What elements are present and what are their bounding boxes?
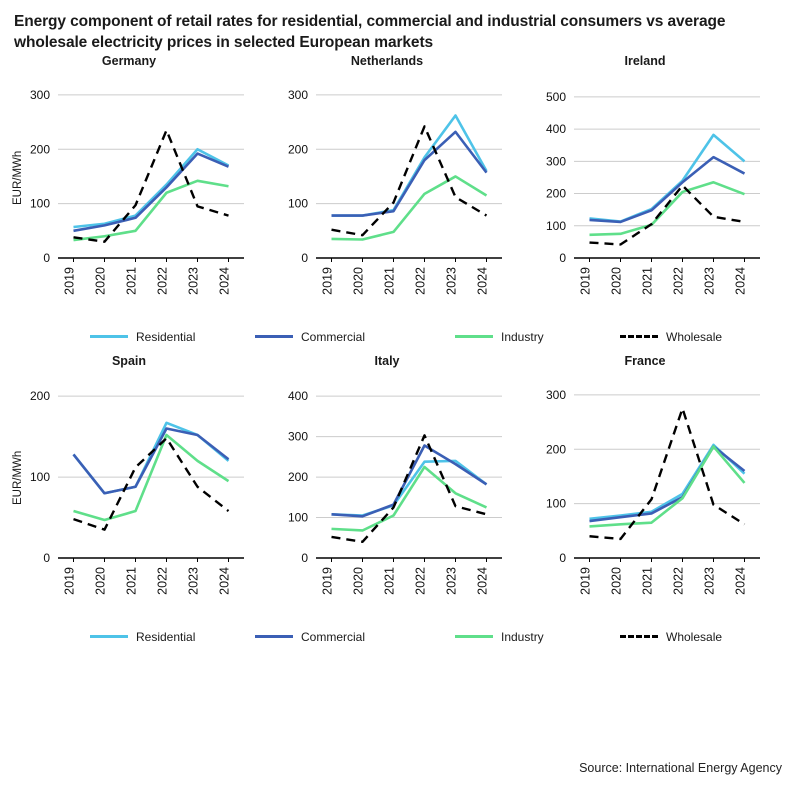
svg-text:2020: 2020 bbox=[609, 266, 624, 295]
chart-title: Italy bbox=[374, 353, 400, 368]
series-line-commercial bbox=[74, 428, 229, 493]
svg-text:2024: 2024 bbox=[217, 566, 232, 595]
chart-title: Ireland bbox=[624, 53, 666, 68]
svg-text:200: 200 bbox=[29, 142, 50, 157]
svg-text:200: 200 bbox=[545, 186, 566, 201]
svg-text:2019: 2019 bbox=[62, 566, 77, 595]
svg-text:2024: 2024 bbox=[475, 266, 490, 295]
series-line-industry bbox=[590, 182, 745, 235]
svg-text:2019: 2019 bbox=[320, 266, 335, 295]
legend-swatch-residential bbox=[90, 635, 128, 638]
legend-swatch-wholesale bbox=[620, 635, 658, 638]
svg-text:2021: 2021 bbox=[382, 266, 397, 295]
chart-plot bbox=[258, 370, 516, 620]
legend-bottom bbox=[0, 620, 800, 654]
legend-swatch-residential bbox=[90, 335, 128, 338]
svg-text:2022: 2022 bbox=[413, 266, 428, 295]
svg-text:300: 300 bbox=[545, 387, 566, 402]
svg-text:2021: 2021 bbox=[640, 266, 655, 295]
legend-swatch-commercial bbox=[255, 635, 293, 638]
legend-swatch-wholesale bbox=[620, 335, 658, 338]
chart-plot bbox=[0, 370, 258, 620]
y-axis-label: EUR/MWh bbox=[12, 150, 24, 205]
series-line-commercial bbox=[590, 157, 745, 222]
svg-text:2023: 2023 bbox=[186, 266, 201, 295]
legend-label: Industry bbox=[501, 329, 544, 344]
chart-title: France bbox=[624, 353, 666, 368]
chart-title: Netherlands bbox=[350, 53, 424, 68]
svg-text:0: 0 bbox=[301, 250, 308, 265]
svg-text:2022: 2022 bbox=[155, 566, 170, 595]
svg-text:2023: 2023 bbox=[702, 266, 717, 295]
legend-item-wholesale bbox=[620, 330, 722, 344]
legend-label: Industry bbox=[501, 629, 544, 644]
svg-text:200: 200 bbox=[545, 442, 566, 457]
svg-text:2021: 2021 bbox=[382, 566, 397, 595]
chart-panel-france bbox=[516, 354, 774, 620]
legend-top bbox=[0, 320, 800, 354]
svg-text:2023: 2023 bbox=[186, 566, 201, 595]
svg-text:400: 400 bbox=[287, 388, 308, 403]
legend-item-industry bbox=[455, 630, 544, 644]
legend-item-commercial bbox=[255, 630, 365, 644]
legend-label: Wholesale bbox=[666, 329, 723, 344]
legend-label: Residential bbox=[136, 329, 196, 344]
svg-text:200: 200 bbox=[287, 469, 308, 484]
svg-text:0: 0 bbox=[559, 250, 566, 265]
svg-text:2020: 2020 bbox=[93, 566, 108, 595]
svg-text:200: 200 bbox=[287, 142, 308, 157]
svg-text:2020: 2020 bbox=[351, 566, 366, 595]
series-line-residential bbox=[74, 149, 229, 227]
legend-item-residential bbox=[90, 630, 195, 644]
svg-text:100: 100 bbox=[287, 510, 308, 525]
page-title: Energy component of retail rates for residential, commercial and industrial consumers vs average wholesale electricity prices in selected European markets bbox=[14, 13, 726, 51]
svg-text:2023: 2023 bbox=[444, 266, 459, 295]
svg-text:2019: 2019 bbox=[578, 266, 593, 295]
chart-plot bbox=[516, 370, 774, 620]
chart-plot bbox=[516, 70, 774, 320]
chart-row-bottom bbox=[0, 354, 800, 620]
chart-panel-spain bbox=[0, 354, 258, 620]
svg-text:500: 500 bbox=[545, 89, 566, 104]
svg-text:0: 0 bbox=[43, 550, 50, 565]
svg-text:2019: 2019 bbox=[578, 566, 593, 595]
series-line-wholesale bbox=[332, 435, 487, 541]
svg-text:2020: 2020 bbox=[609, 566, 624, 595]
y-axis-label: EUR/MWh bbox=[12, 450, 24, 505]
svg-text:2022: 2022 bbox=[671, 266, 686, 295]
svg-text:100: 100 bbox=[287, 196, 308, 211]
svg-text:2022: 2022 bbox=[155, 266, 170, 295]
svg-text:2024: 2024 bbox=[217, 266, 232, 295]
chart-title: Spain bbox=[111, 353, 147, 368]
chart-panel-netherlands bbox=[258, 54, 516, 320]
svg-text:2021: 2021 bbox=[124, 566, 139, 595]
svg-text:2024: 2024 bbox=[733, 566, 748, 595]
svg-text:2024: 2024 bbox=[733, 266, 748, 295]
svg-text:300: 300 bbox=[545, 154, 566, 169]
series-line-industry bbox=[590, 446, 745, 526]
svg-text:2019: 2019 bbox=[62, 266, 77, 295]
svg-text:100: 100 bbox=[545, 496, 566, 511]
svg-text:2024: 2024 bbox=[475, 566, 490, 595]
legend-item-residential bbox=[90, 330, 195, 344]
svg-text:100: 100 bbox=[29, 469, 50, 484]
legend-item-commercial bbox=[255, 330, 365, 344]
legend-label: Commercial bbox=[301, 629, 366, 644]
svg-text:2021: 2021 bbox=[124, 266, 139, 295]
svg-text:300: 300 bbox=[287, 87, 308, 102]
svg-text:300: 300 bbox=[287, 429, 308, 444]
svg-text:2022: 2022 bbox=[413, 566, 428, 595]
svg-text:200: 200 bbox=[29, 388, 50, 403]
legend-swatch-industry bbox=[455, 635, 493, 638]
chart-panel-ireland bbox=[516, 54, 774, 320]
chart-panel-germany bbox=[0, 54, 258, 320]
svg-text:400: 400 bbox=[545, 121, 566, 136]
legend-label: Wholesale bbox=[666, 629, 723, 644]
source-note: Source: International Energy Agency bbox=[579, 761, 782, 775]
svg-text:300: 300 bbox=[29, 87, 50, 102]
svg-text:100: 100 bbox=[545, 218, 566, 233]
svg-text:0: 0 bbox=[559, 550, 566, 565]
legend-label: Commercial bbox=[301, 329, 366, 344]
svg-text:2021: 2021 bbox=[640, 566, 655, 595]
legend-label: Residential bbox=[136, 629, 196, 644]
legend-item-wholesale bbox=[620, 630, 722, 644]
svg-text:2020: 2020 bbox=[93, 266, 108, 295]
svg-text:2019: 2019 bbox=[320, 566, 335, 595]
svg-text:2023: 2023 bbox=[702, 566, 717, 595]
legend-item-industry bbox=[455, 330, 544, 344]
chart-plot bbox=[0, 70, 258, 320]
series-line-industry bbox=[74, 181, 229, 240]
svg-text:2022: 2022 bbox=[671, 566, 686, 595]
svg-text:2020: 2020 bbox=[351, 266, 366, 295]
chart-plot bbox=[258, 70, 516, 320]
svg-text:100: 100 bbox=[29, 196, 50, 211]
series-line-commercial bbox=[332, 445, 487, 516]
legend-swatch-industry bbox=[455, 335, 493, 338]
svg-text:0: 0 bbox=[301, 550, 308, 565]
chart-title: Germany bbox=[101, 53, 157, 68]
svg-text:0: 0 bbox=[43, 250, 50, 265]
legend-swatch-commercial bbox=[255, 335, 293, 338]
svg-text:2023: 2023 bbox=[444, 566, 459, 595]
chart-panel-italy bbox=[258, 354, 516, 620]
chart-row-top bbox=[0, 54, 800, 320]
